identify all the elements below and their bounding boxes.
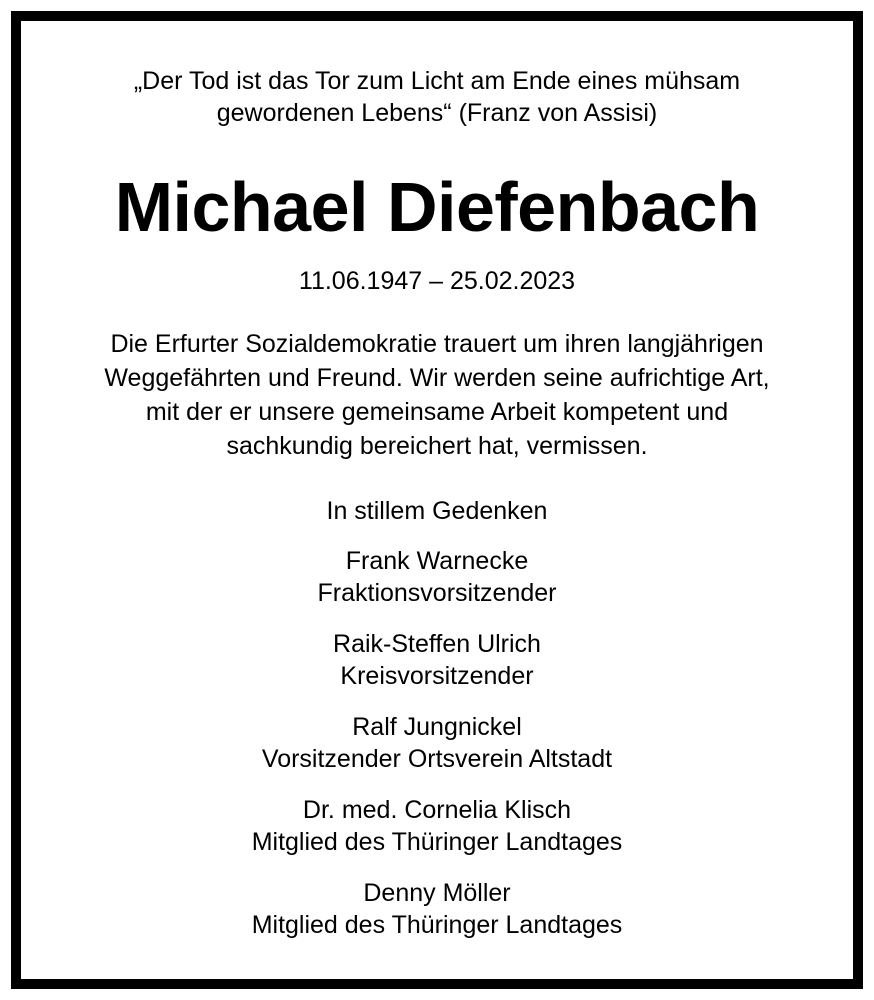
- signer: [21, 794, 853, 858]
- signer-name: Frank Warnecke: [345, 547, 529, 575]
- signer-role: Mitglied des Thüringer Landtages: [251, 828, 623, 856]
- in-memory-heading: In stillem Gedenken: [326, 497, 548, 525]
- signer-role: Vorsitzender Ortsverein Altstadt: [261, 745, 613, 773]
- life-dates: 11.06.1947 – 25.02.2023: [298, 267, 576, 295]
- signer-name: Raik-Steffen Ulrich: [333, 630, 541, 658]
- signer-name: Denny Möller: [363, 879, 511, 907]
- signer: [21, 877, 853, 941]
- message-line-2: Weggefährten und Freund. Wir werden seine aufrichtige Art,: [104, 364, 770, 392]
- signer: [21, 711, 853, 775]
- condolence-message: [21, 327, 853, 463]
- message-line-3: mit der er unsere gemeinsame Arbeit kompetent und: [145, 398, 729, 426]
- signers-list: [21, 545, 853, 960]
- signer-role: Kreisvorsitzender: [340, 662, 534, 690]
- signer-role: Mitglied des Thüringer Landtages: [251, 911, 623, 939]
- signer: [21, 545, 853, 609]
- signer-role: Fraktionsvorsitzender: [317, 579, 557, 607]
- signer: [21, 628, 853, 692]
- deceased-name: Michael Diefenbach: [114, 168, 760, 246]
- quote-line-2: gewordenen Lebens“ (Franz von Assisi): [216, 99, 658, 127]
- quote: [21, 65, 853, 129]
- quote-line-1: „Der Tod ist das Tor zum Licht am Ende eines mühsam: [133, 67, 741, 95]
- signer-name: Dr. med. Cornelia Klisch: [302, 796, 572, 824]
- message-line-4: sachkundig bereichert hat, vermissen.: [226, 432, 648, 460]
- signer-name: Ralf Jungnickel: [352, 713, 522, 741]
- message-line-1: Die Erfurter Sozialdemokratie trauert um ihren langjährigen: [110, 330, 764, 358]
- obituary-frame: [11, 11, 863, 989]
